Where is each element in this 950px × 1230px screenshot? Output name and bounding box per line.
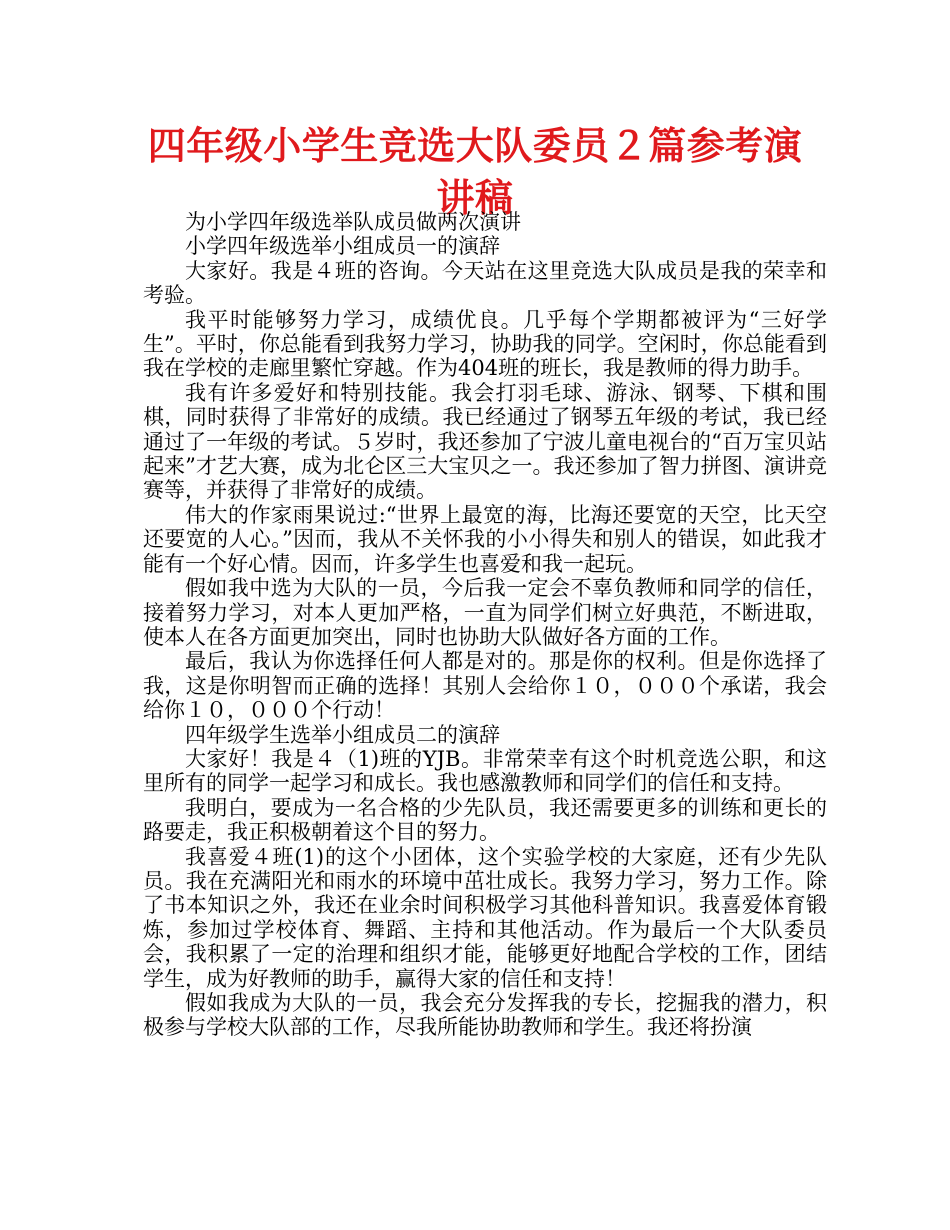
paragraph: 伟大的作家雨果说过:“世界上最宽的海，比海还要宽的天空，比天空还要宽的人心。”因而，我从不关怀我的小小得失和别人的错误，如此我才能有一个好心情。因而，许多学生也喜爱和我一起玩。 — [143, 502, 827, 576]
paragraph: 我喜爱４班(1)的这个小团体，这个实验学校的大家庭，还有少先队员。我在充满阳光和雨水的环境中茁壮成长。我努力学习，努力工作。除了书本知识之外，我还在业余时间积极学习其他科普知识。我喜爱体育锻炼，参加过学校体育、舞蹈、主持和其他活动。作为最后一个大队委员会，我积累了一定的治理和组织才能，能够更好地配合学校的工作，团结学生，成为好教师的助手，赢得大家的信任和支持！ — [143, 844, 827, 991]
document-title: 四年级小学生竞选大队委员２篇参考演讲稿 — [147, 124, 803, 220]
paragraph: 大家好！我是４（1)班的YJB。非常荣幸有这个时机竞选公职，和这里所有的同学一起学习和成长。我也感激教师和同学们的信任和支持。 — [143, 746, 827, 796]
document-body — [143, 210, 827, 1040]
paragraph: 四年级学生选举小组成员二的演辞 — [185, 722, 500, 747]
paragraph: 为小学四年级选举队成员做两次演讲 — [185, 210, 521, 234]
paragraph: 大家好。我是４班的咨询。今天站在这里竞选大队成员是我的荣幸和考验。 — [143, 258, 827, 308]
paragraph: 我明白，要成为一名合格的少先队员，我还需要更多的训练和更长的路要走，我正积极朝着这个目的努力。 — [143, 795, 827, 845]
paragraph: 我有许多爱好和特别技能。我会打羽毛球、游泳、钢琴、下棋和围棋，同时获得了非常好的成绩。我已经通过了钢琴五年级的考试，我已经通过了一年级的考试。５岁时，我还参加了宁波儿童电视台的“百万宝贝站起来”才艺大赛，成为北仑区三大宝贝之一。我还参加了智力拼图、演讲竞赛等，并获得了非常好的成绩。 — [143, 380, 827, 503]
paragraph: 假如我成为大队的一员，我会充分发挥我的专长，挖掘我的潜力，积极参与学校大队部的工作，尽我所能协助教师和学生。我还将扮演 — [143, 991, 827, 1040]
paragraph: 我平时能够努力学习，成绩优良。几乎每个学期都被评为“三好学生”。平时，你总能看到我努力学习，协助我的同学。空闲时，你总能看到我在学校的走廊里繁忙穿越。作为404班的班长，我是教师的得力助手。 — [143, 307, 827, 381]
paragraph: 最后，我认为你选择任何人都是对的。那是你的权利。但是你选择了我，这是你明智而正确的选择！其别人会给你１０，０００个承诺，我会给你１０，０００个行动！ — [143, 649, 827, 723]
paragraph: 假如我中选为大队的一员，今后我一定会不辜负教师和同学的信任，接着努力学习，对本人更加严格，一直为同学们树立好典范，不断进取，使本人在各方面更加突出，同时也协助大队做好各方面的工作。 — [143, 576, 827, 649]
paragraph: 小学四年级选举小组成员一的演辞 — [185, 234, 500, 259]
